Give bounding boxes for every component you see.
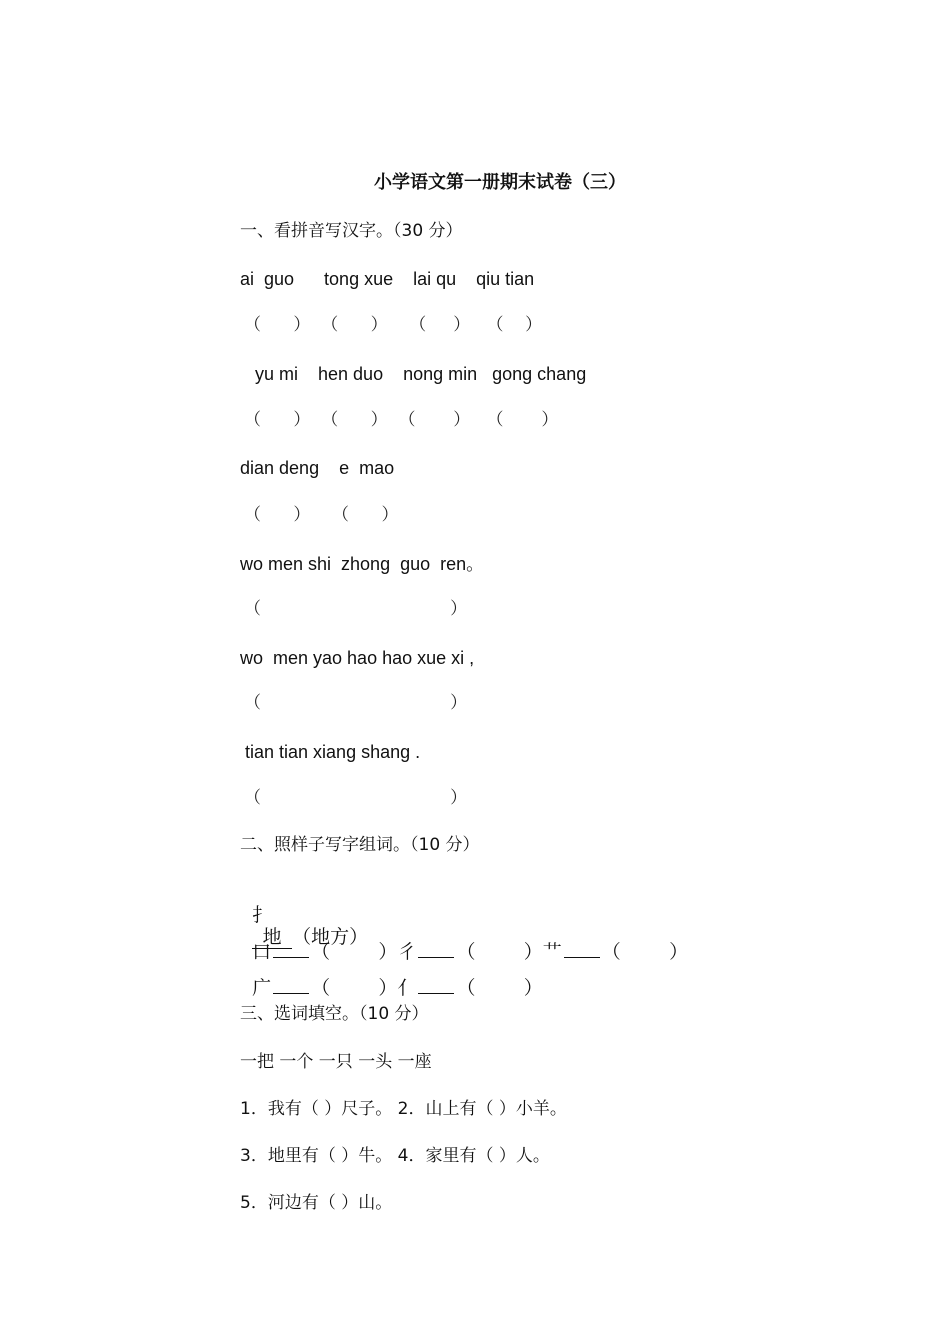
char-blank[interactable] <box>273 975 309 994</box>
fill-item-1[interactable]: 1．我有（ ）尺子。 2．山上有（ ）小羊。 <box>240 1099 567 1119</box>
answer-parens-4[interactable]: （ ） <box>244 599 468 619</box>
word-paren[interactable]: （ ） <box>456 977 543 999</box>
page-title: 小学语文第一册期末试卷（三） <box>374 172 626 193</box>
example-word: （地方） <box>292 926 369 948</box>
section1-heading: 一、看拼音写汉字。（30 分） <box>240 221 463 241</box>
radical-row-2 <box>240 953 543 999</box>
pinyin-line-2: yu mi hen duo nong min gong chang <box>240 364 587 384</box>
answer-parens-5[interactable]: （ ） <box>244 693 468 713</box>
example-char: 地 <box>252 926 292 949</box>
answer-parens-6[interactable]: （ ） <box>244 788 468 808</box>
fill-item-3[interactable]: 5．河边有（ ）山。 <box>240 1193 393 1213</box>
radical-cao: 艹 <box>542 941 562 963</box>
word-choices: 一把 一个 一只 一头 一座 <box>240 1052 432 1072</box>
char-blank[interactable] <box>418 975 454 994</box>
section3-heading: 三、选词填空。（10 分） <box>240 1004 429 1024</box>
fill-item-2[interactable]: 3．地里有（ ）牛。 4．家里有（ ）人。 <box>240 1146 550 1166</box>
char-blank[interactable] <box>564 939 600 958</box>
example-radical: 扌 <box>252 904 272 926</box>
answer-parens-1[interactable]: （ ） （ ） （ ） （ ） <box>244 315 543 335</box>
answer-parens-3[interactable]: （ ） （ ） <box>244 505 399 525</box>
radical-chi: 彳 <box>397 941 417 963</box>
radical-kou: 口 <box>252 941 272 963</box>
word-paren[interactable]: （ ） <box>311 941 398 963</box>
word-paren[interactable]: （ ） <box>456 941 543 963</box>
word-paren[interactable]: （ ） <box>311 977 398 999</box>
pinyin-sentence-2: wo men yao hao hao xue xi , <box>240 648 475 668</box>
pinyin-line-1: ai guo tong xue lai qu qiu tian <box>240 269 535 289</box>
radical-ren: 亻 <box>397 977 417 999</box>
answer-parens-2[interactable]: （ ） （ ） （ ） （ ） <box>244 410 559 430</box>
pinyin-line-3: dian deng e mao <box>240 458 395 478</box>
pinyin-sentence-1: wo men shi zhong guo ren。 <box>240 554 485 574</box>
pinyin-sentence-3: tian tian xiang shang . <box>240 742 421 762</box>
radical-guang: 广 <box>252 977 272 999</box>
word-paren[interactable]: （ ） <box>601 941 689 963</box>
section2-heading: 二、照样子写字组词。（10 分） <box>240 835 480 855</box>
